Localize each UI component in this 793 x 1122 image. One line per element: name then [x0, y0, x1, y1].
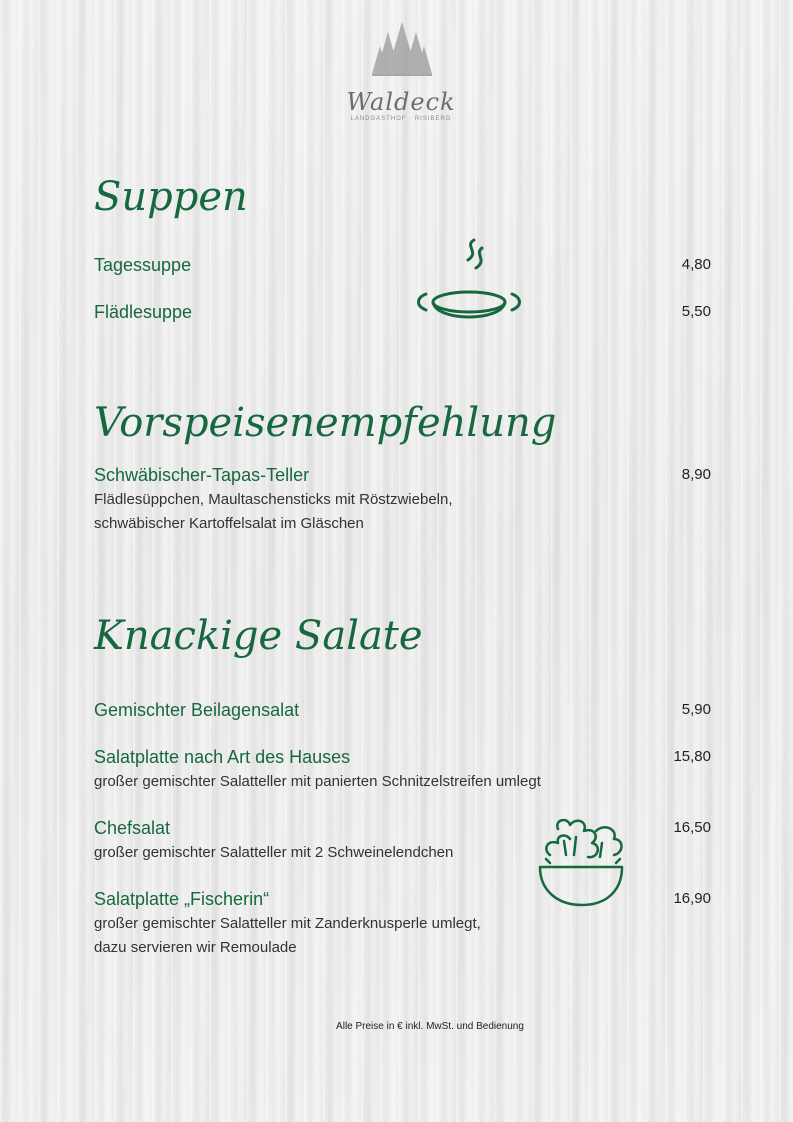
item-name-tapas-teller: Schwäbischer-Tapas-Teller [94, 465, 310, 485]
logo-subtitle: LANDGASTHOF · RISIBERG [350, 116, 452, 122]
item-name-flaedlesuppe: Flädlesuppe [94, 302, 193, 322]
item-name-chefsalat: Chefsalat [94, 818, 171, 838]
item-price-flaedlesuppe: 5,50 [681, 303, 711, 320]
item-name-salatplatte-haus: Salatplatte nach Art des Hauses [94, 747, 351, 767]
item-desc-tapas-teller-line2: schwäbischer Kartoffelsalat im Gläschen [94, 515, 364, 532]
price-note: Alle Preise in € inkl. MwSt. und Bedienung [336, 1021, 524, 1032]
item-price-beilagensalat: 5,90 [681, 701, 711, 718]
item-price-tagessuppe: 4,80 [681, 256, 711, 273]
item-price-salatplatte-fischerin: 16,90 [673, 890, 711, 907]
section-title-suppen: Suppen [94, 174, 248, 220]
logo [336, 18, 466, 128]
item-desc-salatplatte-haus: großer gemischter Salatteller mit panierten Schnitzelstreifen umlegt [94, 773, 541, 790]
item-name-beilagensalat: Gemischter Beilagensalat [94, 700, 300, 720]
section-title-vorspeisen: Vorspeisenempfehlung [94, 400, 557, 446]
item-desc-chefsalat: großer gemischter Salatteller mit 2 Schweinelendchen [94, 844, 454, 861]
item-name-salatplatte-fischerin: Salatplatte „Fischerin“ [94, 889, 270, 909]
item-desc-salatplatte-fischerin-line2: dazu servieren wir Remoulade [94, 939, 297, 956]
soup-bowl-icon [410, 236, 530, 336]
item-price-chefsalat: 16,50 [673, 819, 711, 836]
logo-name: Waldeck [346, 88, 456, 116]
item-desc-salatplatte-fischerin-line1: großer gemischter Salatteller mit Zanderknusperle umlegt, [94, 915, 481, 932]
section-title-salate: Knackige Salate [94, 613, 423, 659]
salad-bowl-icon [536, 815, 636, 910]
item-price-tapas-teller: 8,90 [681, 466, 711, 483]
item-name-tagessuppe: Tagessuppe [94, 255, 192, 275]
item-price-salatplatte-haus: 15,80 [673, 748, 711, 765]
item-desc-tapas-teller-line1: Flädlesüppchen, Maultaschensticks mit Röstzwiebeln, [94, 491, 453, 508]
pine-trees-icon [336, 18, 466, 90]
